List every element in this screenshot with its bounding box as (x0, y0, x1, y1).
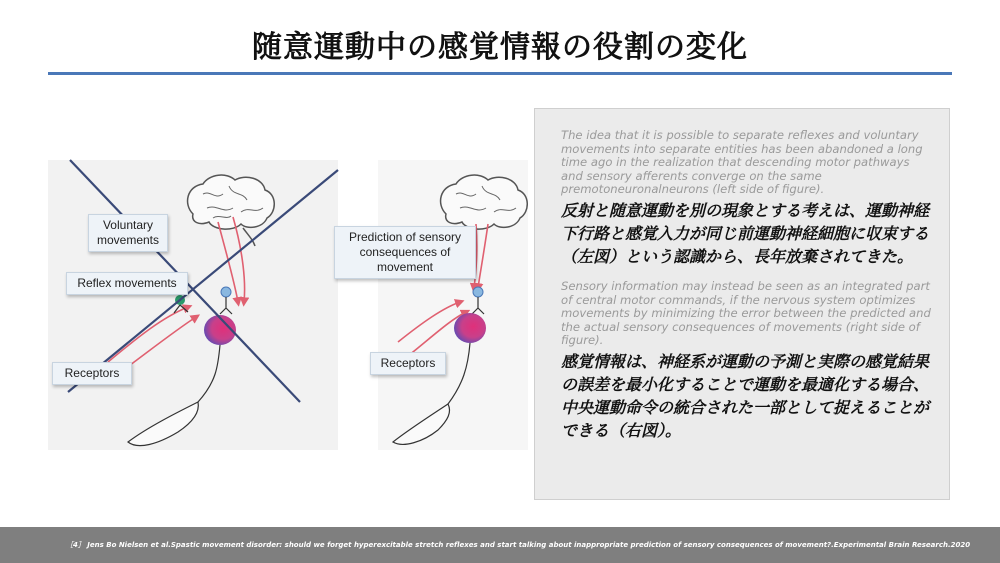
figure-panel (48, 112, 528, 450)
title-divider (48, 72, 952, 75)
description-panel (534, 108, 950, 500)
receptor-blue-icon (473, 287, 483, 297)
label-receptors-right: Receptors (370, 352, 446, 375)
citation-text: ［4］ Jens Bo Nielsen et al.Spastic movement disorder: should we forget hyperexcitable stretch reflexes and start talking about inappropriate prediction of sensory consequences of movement?.Experimental Brain Research.2020 (66, 541, 971, 549)
japanese-paragraph-1: 反射と随意運動を別の現象とする考えは、運動神経下行路と感覚入力が同じ前運動神経細胞に収束する（左図）という認識から、長年放棄されてきた。 (561, 200, 930, 266)
slide-title: 随意運動中の感覚情報の役割の変化 (252, 30, 748, 65)
label-voluntary-movements: Voluntary movements (88, 214, 168, 252)
english-paragraph-2: Sensory information may instead be seen as an integrated part of central motor commands, if the nervous system optimizes movements by minimizing the error between the predicted and the actual sensory consequences of movements (right side of figure). (561, 278, 931, 348)
label-receptors-left: Receptors (52, 362, 132, 385)
japanese-paragraph-2: 感覚情報は、神経系が運動の予測と実際の感覚結果の誤差を最小化することで運動を最適化する場合、中央運動命令の統合された一部として捉えることができる（右図）。 (561, 351, 930, 440)
label-reflex-movements: Reflex movements (66, 272, 188, 295)
receptor-blue-icon (221, 287, 231, 297)
label-prediction: Prediction of sensory consequences of movement (334, 226, 476, 279)
english-paragraph-1: The idea that it is possible to separate reflexes and voluntary movements into separate entities has been abandoned a long time ago in the realization that descending motor pathways and sensory afferents converge on the same premotoneuronalneurons (left side of figure). (561, 128, 923, 197)
footer-bar (0, 527, 1000, 563)
neuron-icon (454, 313, 486, 343)
